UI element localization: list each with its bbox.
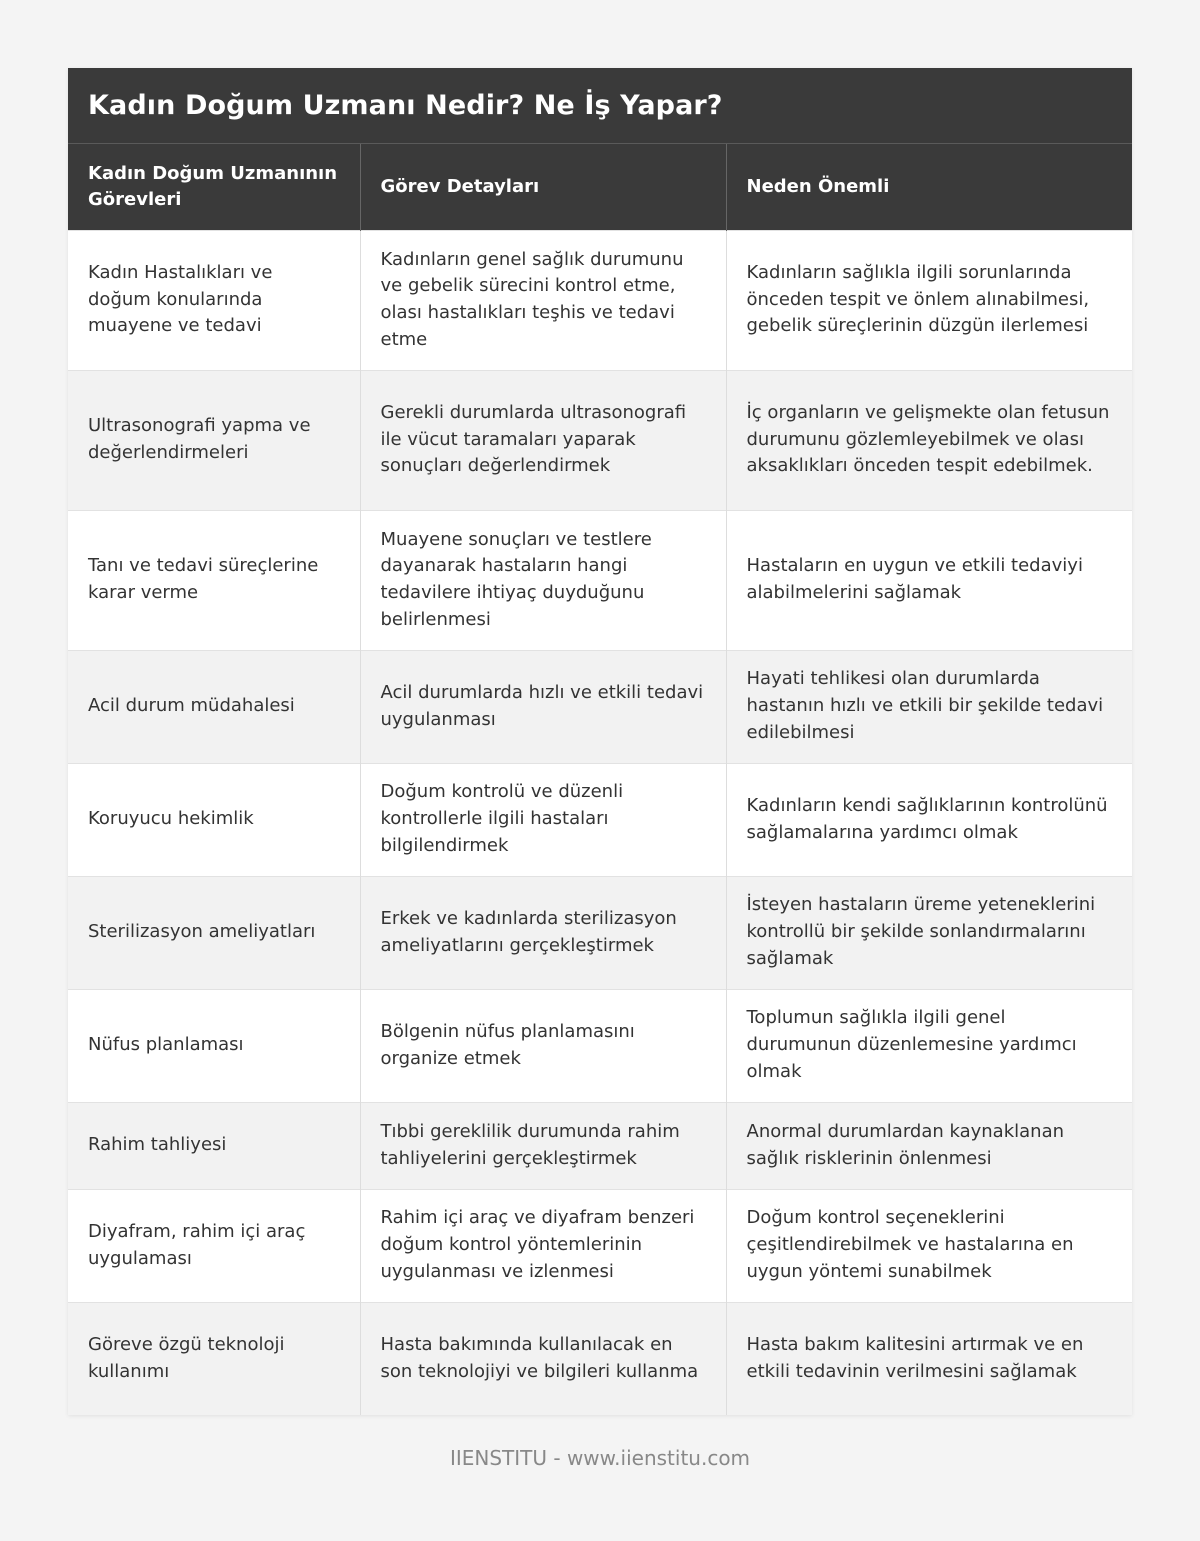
table-cell: Toplumun sağlıkla ilgili genel durumunun düzenlemesine yardımcı olmak: [726, 989, 1132, 1102]
duties-table: [68, 144, 1132, 1415]
title-bar: [68, 68, 1132, 144]
footer-credit: IIENSTITU - www.iienstitu.com: [449, 1446, 751, 1470]
table-cell: Bölgenin nüfus planlamasını organize etmek: [360, 989, 726, 1102]
column-header-importance: Neden Önemli: [726, 144, 1132, 230]
table-row: [68, 510, 1132, 650]
table-card: [68, 68, 1132, 1415]
table-row: [68, 1102, 1132, 1189]
table-row: [68, 230, 1132, 370]
table-cell: Hasta bakımında kullanılacak en son teknolojiyi ve bilgileri kullanma: [360, 1302, 726, 1415]
table-cell: Kadınların genel sağlık durumunu ve gebelik sürecini kontrol etme, olası hastalıkları teşhis ve tedavi etme: [360, 230, 726, 370]
table-row: [68, 1189, 1132, 1302]
table-cell: Tanı ve tedavi süreçlerine karar verme: [68, 510, 360, 650]
table-cell: Kadınların sağlıkla ilgili sorunlarında önceden tespit ve önlem alınabilmesi, gebelik süreçlerinin düzgün ilerlemesi: [726, 230, 1132, 370]
table-cell: Acil durumlarda hızlı ve etkili tedavi uygulanması: [360, 650, 726, 763]
table-row: [68, 989, 1132, 1102]
table-cell: Gerekli durumlarda ultrasonografi ile vücut taramaları yaparak sonuçları değerlendirmek: [360, 370, 726, 510]
table-cell: Göreve özgü teknoloji kullanımı: [68, 1302, 360, 1415]
table-cell: Muayene sonuçları ve testlere dayanarak hastaların hangi tedavilere ihtiyaç duyduğunu belirlenmesi: [360, 510, 726, 650]
table-cell: Hastaların en uygun ve etkili tedaviyi alabilmelerini sağlamak: [726, 510, 1132, 650]
table-cell: Acil durum müdahalesi: [68, 650, 360, 763]
table-cell: Diyafram, rahim içi araç uygulaması: [68, 1189, 360, 1302]
table-cell: İsteyen hastaların üreme yeteneklerini kontrollü bir şekilde sonlandırmalarını sağlamak: [726, 876, 1132, 989]
table-row: [68, 1302, 1132, 1415]
table-cell: Doğum kontrol seçeneklerini çeşitlendirebilmek ve hastalarına en uygun yöntemi sunabilmek: [726, 1189, 1132, 1302]
table-cell: Koruyucu hekimlik: [68, 763, 360, 876]
table-cell: Kadın Hastalıkları ve doğum konularında muayene ve tedavi: [68, 230, 360, 370]
page-title: Kadın Doğum Uzmanı Nedir? Ne İş Yapar?: [88, 90, 723, 121]
table-header: [68, 144, 1132, 230]
table-cell: Nüfus planlaması: [68, 989, 360, 1102]
table-row: [68, 370, 1132, 510]
table-cell: Ultrasonografi yapma ve değerlendirmeleri: [68, 370, 360, 510]
table-row: [68, 763, 1132, 876]
table-cell: Rahim içi araç ve diyafram benzeri doğum kontrol yöntemlerinin uygulanması ve izlenmesi: [360, 1189, 726, 1302]
table-cell: İç organların ve gelişmekte olan fetusun durumunu gözlemleyebilmek ve olası aksaklıkları önceden tespit edebilmek.: [726, 370, 1132, 510]
table-cell: Erkek ve kadınlarda sterilizasyon ameliyatlarını gerçekleştirmek: [360, 876, 726, 989]
table-cell: Tıbbi gereklilik durumunda rahim tahliyelerini gerçekleştirmek: [360, 1102, 726, 1189]
table-cell: Kadınların kendi sağlıklarının kontrolünü sağlamalarına yardımcı olmak: [726, 763, 1132, 876]
table-cell: Anormal durumlardan kaynaklanan sağlık risklerinin önlenmesi: [726, 1102, 1132, 1189]
table-row: [68, 650, 1132, 763]
column-header-details: Görev Detayları: [360, 144, 726, 230]
table-body: [68, 230, 1132, 1415]
table-cell: Hayati tehlikesi olan durumlarda hastanın hızlı ve etkili bir şekilde tedavi edilebilmesi: [726, 650, 1132, 763]
table-cell: Doğum kontrolü ve düzenli kontrollerle ilgili hastaları bilgilendirmek: [360, 763, 726, 876]
column-header-duties: Kadın Doğum Uzmanının Görevleri: [68, 144, 360, 230]
table-cell: Hasta bakım kalitesini artırmak ve en etkili tedavinin verilmesini sağlamak: [726, 1302, 1132, 1415]
table-cell: Rahim tahliyesi: [68, 1102, 360, 1189]
table-cell: Sterilizasyon ameliyatları: [68, 876, 360, 989]
table-row: [68, 876, 1132, 989]
